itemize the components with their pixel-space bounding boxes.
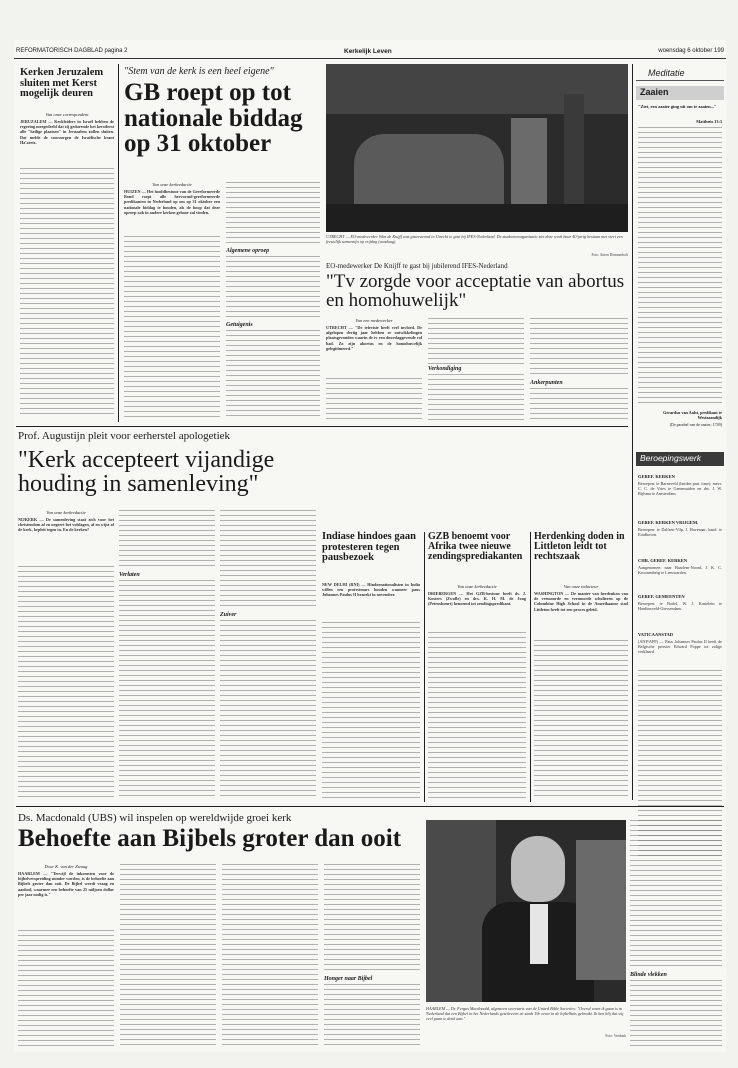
photo-credit: Foto: Anton Dommerholt	[591, 253, 628, 257]
body-col-2b	[119, 580, 215, 798]
lead: HAARLEM — "Terwijl de inkomsten voor de bijbelverspreiding minder worden, is de behoefte aan Bijbels groter dan ooit. De Bijbel wordt vraag en aanbod, waarmee een behoefte van 25 miljoen dollar per jaar nodig is."	[18, 871, 114, 897]
beroep-text-5: (ANP/AFP) — Paus Johannes Paulus II heeft de Belgische priester Edward Poppe tot zalige verklaard.	[638, 639, 722, 655]
headline: "Tv zorgde voor acceptatie van abortus en homohuwelijk"	[326, 271, 625, 312]
body-col-3b	[530, 388, 628, 422]
subheading-2: Zuiver	[220, 612, 237, 618]
sidebar	[636, 64, 724, 804]
beroep-heading-5: VATICAANSTAD	[638, 632, 674, 637]
header-left: REFORMATORISCH DAGBLAD pagina 2	[16, 48, 128, 54]
photo-caption: UTRECHT — EO-medewerker Wim de Knijff was gisteravond in Utrecht te gast bij IFES-Nederland. De studentenorganisatie ziet deze week haar 40-jarig bestaan met viert een feestelijk samenzijn op vrijdag (vandaag).	[326, 234, 623, 244]
body-col-2a	[226, 182, 320, 246]
byline: Van onze kerkredactie	[46, 510, 86, 515]
beroep-text-1: Beroepen: te Barneveld (beiden part. time): mevr. C. C. de Vries te Genemuiden en drs. J. W. Bijlsma te Amsterdam.	[638, 481, 722, 497]
article-gzb	[428, 532, 528, 802]
body-col-2c	[226, 330, 320, 420]
headline: Indiase hindoes gaan protesteren tegen pausbezoek	[322, 531, 416, 564]
kicker: Ds. Macdonald (UBS) wil inspelen op wereldwijde groei kerk	[18, 812, 292, 824]
page-header	[14, 44, 726, 59]
byline: Van onze kerkredactie	[152, 182, 192, 187]
lead: HUIZEN — Het hoofdbestuur van de Gereformeerde Bond roept alle hervormd-gereformeerde predikanten in Nederland op om op 31 oktober een nationale biddag te houden, als de hoop dat deze oproep ook in andere kerken gehoor zal vinden.	[124, 189, 220, 215]
beroep-heading-2: GEREF. KERKEN VRIJGEM.	[638, 520, 699, 525]
body-col-2	[120, 864, 216, 1046]
body-col-5a	[630, 820, 722, 970]
body-text	[428, 632, 526, 798]
meditatie-quote: "Ziet, een zaaier ging uit om te zaaien..."	[638, 104, 717, 109]
body-col-2a	[428, 318, 524, 364]
beroep-heading-1: GEREF. KERKEN	[638, 474, 675, 479]
subheading-1: Algemene oproep	[226, 248, 270, 254]
meditatie-body	[638, 127, 722, 407]
article-bijbels	[16, 810, 724, 1050]
kicker: Prof. Augustijn pleit voor eerherstel apologetiek	[18, 430, 231, 442]
byline: Van een medewerker	[355, 318, 393, 323]
body-text	[322, 622, 420, 798]
byline: Van onze correspondent	[45, 112, 89, 117]
meditatie-label: Meditatie	[648, 68, 685, 78]
meditatie-signature: Gerardus van Aalst, predikant te Westzaandijk	[663, 410, 722, 420]
beroep-text-3: Aangenomen: naar Haarlem-Noord, J. K. C. Kroonenberg te Leeuwarden.	[638, 565, 722, 576]
header-section: Kerkelijk Leven	[344, 48, 392, 55]
kicker: "Stem van de kerk is een heel eigene"	[124, 66, 274, 77]
byline: Van onze kerkredactie	[457, 584, 497, 589]
lead: DRIEBERGEN — Het GZB-bestuur heeft ds. J. Kosters (Zwolle) en drs. K. H. M. de Jong (Petrusbuurt) benoemd tot zendingspredikant.	[428, 591, 526, 607]
subheading-1: Honger naar Bijbel	[324, 976, 373, 982]
photo-caption: HAARLEM — Dr. Fergus Macdonald, algemeen secretaris van de United Bible Societies: "Overal waar ik gaan is in Nederland dat een Bijbel in het Nederlands geschreven en sinds 19e eeuw in de bijbelhuis gebruikt. Ik ben blij dat wij veel gaan te denk aan."	[426, 1006, 624, 1021]
meditatie-signature-sub: (De parabel van de zaaier; 1749)	[669, 422, 722, 427]
body-text	[534, 640, 628, 798]
byline: Door K. van der Zwaag	[44, 864, 88, 869]
article-biddag	[122, 64, 322, 424]
body-col-1	[124, 236, 220, 420]
lead: NIJKERK — De samenleving staat zich voor het christendom af en negeert het volslagen, af en wijst af de kerk, bepleit tegen in. En de kerken?	[18, 517, 114, 533]
subheading-2: Blinde vlekken	[630, 972, 667, 978]
body-col-4a	[324, 864, 420, 974]
subheading-2: Getuigenis	[226, 322, 253, 328]
body-col-2a	[119, 510, 215, 570]
lead: UTRECHT — "De televisie heeft veel invloed. De afgelopen dertig jaar hebben er ontwikkelingen plaatsgevonden waarin de tv een doorslaggevende rol had. Zo zijn abortus en de homohuwelijk gelegitimeerd."	[326, 325, 422, 351]
header-date: woensdag 6 oktober 199	[658, 48, 724, 54]
headline: Behoefte aan Bijbels groter dan ooit	[18, 825, 402, 852]
lead: NEW DELHI (RNI) — Hindoenationalisten in India willen een protestmars houden wanneer paus Johannes Paulus II bezoekt in november.	[322, 582, 420, 598]
photo-lecture	[326, 64, 628, 232]
byline: Van onze redacteur	[563, 584, 599, 589]
body-col-4b	[324, 984, 420, 1046]
subheading-1: Verlaten	[119, 572, 140, 578]
meditatie-quote-ref: Mattheüs 13:3	[696, 119, 722, 124]
article-tv	[326, 262, 628, 424]
subheading-1: Verkondiging	[428, 366, 462, 372]
body-col-2b	[428, 374, 524, 422]
body-col-1	[326, 378, 422, 422]
article-augustijn	[16, 430, 316, 802]
article-hindoes	[322, 532, 422, 802]
body-col-1	[18, 566, 114, 798]
kicker: EO-medewerker De Knijff te gast bij jubilerend IFES-Nederland	[326, 262, 508, 270]
lead: WASHINGTON — De manier van herdenken van de vermoorde en vermoorde scholieren op de Columbine High School in de Amerikaanse stad Littleton heeft tot een proces geleid.	[534, 591, 628, 612]
article-littleton	[534, 532, 630, 802]
beroep-heading-3: CHR. GEREF. KERKEN	[638, 558, 688, 563]
headline: Herdenking doden in Littleton leidt tot rechtszaak	[534, 531, 625, 563]
article-jeruzalem	[16, 64, 116, 424]
beroep-text-4: Beroepen: te Bodel, W. J. Kastelein te Hardinxveld-Giessendam.	[638, 601, 722, 612]
headline: "Kerk accepteert vijandige houding in samenleving"	[18, 447, 275, 498]
headline: GB roept op tot nationale biddag op 31 oktober	[124, 79, 303, 157]
body-col-2b	[226, 256, 320, 320]
subheading-2: Ankerpunten	[530, 380, 563, 386]
body-col-3a	[220, 510, 316, 610]
lead: JERUZALEM — Kerkleiders in Israël hebben de regering meegedeeld dat zij gedurende het kerstfeest alle "heilige plaatsen" in Jeruzalem zullen sluiten. Dat melde de voorzorgen de Israëlische krant Ha'aretz.	[20, 119, 114, 145]
body-col-5b	[630, 980, 722, 1046]
beroep-text-2: Beroepen: te Dalfsen-Vilp, J. Havenaar, kand. te Eindhoven.	[638, 527, 722, 538]
headline: Kerken Jeruzalem sluiten met Kerst mogelijk deuren	[20, 67, 104, 100]
beroepingswerk-label: Beroepingswerk	[640, 453, 701, 463]
meditatie-title: Zaaien	[640, 87, 669, 97]
headline: GZB benoemt voor Afrika twee nieuwe zendingsprediakanten	[428, 531, 523, 563]
body-col-1	[18, 930, 114, 1046]
body-col-3	[222, 864, 318, 1046]
beroep-heading-4: GEREF. GEMEENTEN	[638, 594, 685, 599]
body-col-3b	[220, 620, 316, 798]
body-col-3a	[530, 318, 628, 378]
photo-macdonald	[426, 820, 626, 1002]
body-text	[20, 168, 114, 418]
photo-credit: Foto: Verdonk	[605, 1034, 626, 1038]
